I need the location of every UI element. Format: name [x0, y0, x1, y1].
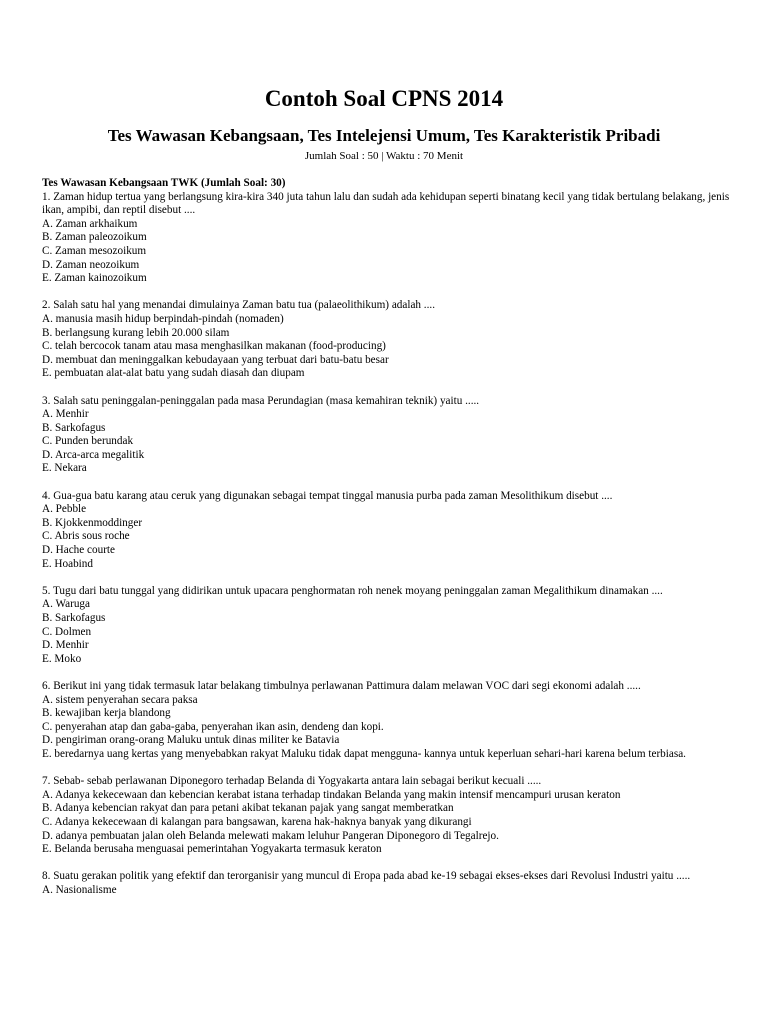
answer-option: B. Sarkofagus [42, 421, 106, 434]
answer-option: D. Zaman neozoikum [42, 258, 140, 271]
question-text: 5. Tugu dari batu tunggal yang didirikan untuk upacara penghormatan roh nenek moyang peninggalan zaman Megalithikum dinamakan .... [42, 584, 663, 597]
question-text: 1. Zaman hidup tertua yang berlangsung kira-kira 340 juta tahun lalu dan sudah ada kehidupan seperti binatang kecil yang tidak bertulang belakang, jenis ikan, ampibi, dan reptil disebut .... [42, 190, 730, 217]
answer-option: C. Zaman mesozoikum [42, 244, 147, 257]
answer-option: D. Arca-arca megalitik [42, 448, 145, 461]
question-text: 4. Gua-gua batu karang atau ceruk yang digunakan sebagai tempat tinggal manusia purba pada zaman Mesolithikum disebut .... [42, 489, 613, 502]
question-text: 8. Suatu gerakan politik yang efektif dan terorganisir yang muncul di Eropa pada abad ke-19 sebagai ekses-ekses dari Revolusi Industri yaitu ..... [42, 870, 691, 883]
answer-option: B. Zaman paleozoikum [42, 231, 147, 244]
answer-option: B. Sarkofagus [42, 612, 106, 624]
answer-option: A. manusia masih hidup berpindah-pindah (nomaden) [42, 312, 284, 325]
answer-option: C. Punden berundak [42, 435, 134, 448]
question-text: 6. Berikut ini yang tidak termasuk latar belakang timbulnya perlawanan Pattimura dalam melawan VOC dari segi ekonomi adalah ..... [42, 679, 641, 692]
answer-option: A. Menhir [42, 408, 89, 421]
question-item [42, 585, 732, 667]
answer-option: D. adanya pembuatan jalan oleh Belanda melewati makam leluhur Pangeran Diponegoro di Tegalrejo. [42, 829, 499, 842]
answer-option: D. membuat dan meninggalkan kebudayaan yang terbuat dari batu-batu besar [42, 353, 389, 366]
answer-option: A. sistem penyerahan secara paksa [42, 693, 198, 706]
answer-option: C. Abris sous roche [42, 530, 130, 543]
answer-options [42, 408, 732, 476]
exam-meta: Jumlah Soal : 50 | Waktu : 70 Menit [304, 150, 464, 162]
question-item [42, 870, 732, 897]
section-heading: Tes Wawasan Kebangsaan TWK (Jumlah Soal: 30) [42, 177, 286, 189]
answer-option: C. telah bercocok tanam atau masa menghasilkan makanan (food-producing) [42, 340, 386, 353]
answer-options [42, 694, 732, 762]
question-text: 7. Sebab- sebab perlawanan Diponegoro terhadap Belanda di Yogyakarta antara lain sebagai berikut kecuali ..... [42, 775, 542, 788]
answer-option: D. Menhir [42, 639, 89, 652]
question-item [42, 490, 732, 572]
document-title: Contoh Soal CPNS 2014 [264, 86, 504, 111]
answer-option: E. Belanda berusaha menguasai pemerintahan Yogyakarta termasuk keraton [42, 843, 382, 856]
questions-container [42, 191, 732, 898]
answer-option: E. Nekara [42, 462, 87, 475]
answer-option: A. Adanya kekecewaan dan kebencian kerabat istana terhadap tindakan Belanda yang makin intensif mencampuri urusan keraton [42, 788, 621, 801]
answer-option: A. Zaman arkhaikum [42, 217, 138, 230]
answer-option: E. pembuatan alat-alat batu yang sudah diasah dan diupam [42, 367, 305, 380]
document-subtitle: Tes Wawasan Kebangsaan, Tes Intelejensi Umum, Tes Karakteristik Pribadi [107, 126, 661, 145]
answer-option: B. berlangsung kurang lebih 20.000 silam [42, 326, 230, 339]
answer-option: A. Waruga [42, 598, 90, 611]
answer-option: E. Hoabind [42, 557, 93, 570]
question-text: 2. Salah satu hal yang menandai dimulainya Zaman batu tua (palaeolithikum) adalah .... [42, 299, 435, 312]
answer-options [42, 218, 732, 286]
answer-option: A. Pebble [42, 503, 87, 516]
question-item [42, 680, 732, 762]
answer-option: B. Kjokkenmoddinger [42, 516, 143, 529]
answer-options [42, 598, 732, 666]
question-list [42, 177, 732, 911]
question-item [42, 395, 732, 477]
answer-options [42, 789, 732, 857]
answer-option: E. beredarnya uang kertas yang menyebabkan rakyat Maluku tidak dapat mengguna- kannya untuk keperluan sehari-hari karena belum terbiasa. [42, 747, 686, 760]
answer-option: C. Dolmen [42, 625, 92, 638]
answer-option: C. Adanya kekecewaan di kalangan para bangsawan, karena hak-haknya banyak yang dikurangi [42, 815, 472, 828]
answer-option: D. Hache courte [42, 544, 115, 557]
question-item [42, 191, 732, 286]
question-item [42, 775, 732, 857]
answer-option: B. Adanya kebencian rakyat dan para petani akibat tekanan pajak yang sangat memberatkan [42, 802, 454, 815]
answer-option: B. kewajiban kerja blandong [42, 707, 171, 720]
answer-option: D. pengiriman orang-orang Maluku untuk dinas militer ke Batavia [42, 734, 340, 747]
answer-option: E. Moko [42, 652, 82, 665]
answer-options [42, 884, 732, 898]
answer-options [42, 503, 732, 571]
answer-option: A. Nasionalisme [42, 883, 117, 896]
answer-option: E. Zaman kainozoikum [42, 272, 147, 285]
answer-options [42, 313, 732, 381]
answer-option: C. penyerahan atap dan gaba-gaba, penyerahan ikan asin, dendeng dan kopi. [42, 720, 384, 733]
question-text: 3. Salah satu peninggalan-peninggalan pada masa Perundagian (masa kemahiran teknik) yaitu ..... [42, 394, 480, 407]
question-item [42, 299, 732, 381]
